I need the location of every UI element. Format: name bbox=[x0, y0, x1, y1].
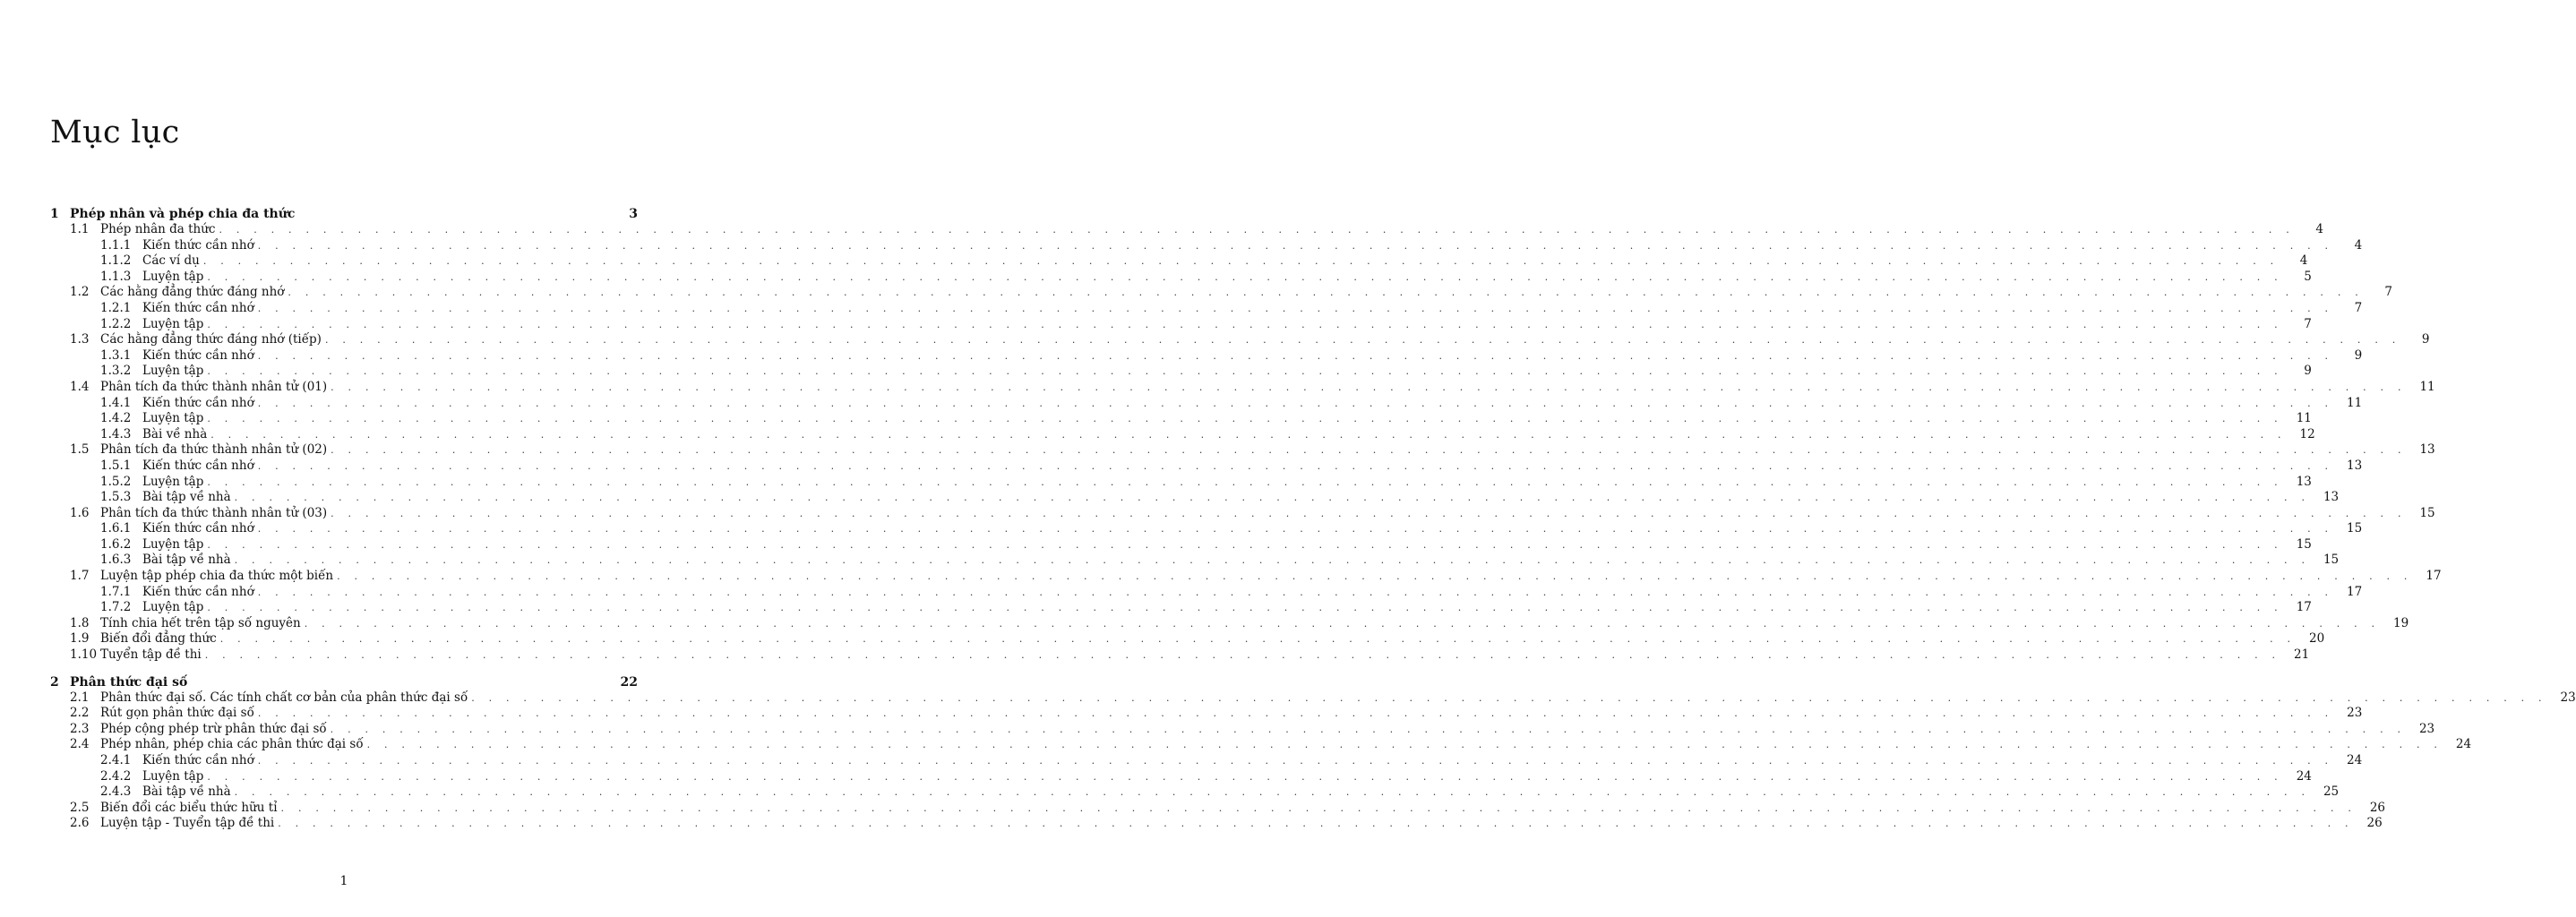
dot-leader: . . . . . . . . . . . . . . . . . . . . . . . . . . . . . . . . . . . . . . . . . . . . . . . . . . . . . . . . . . . . . . . . . . . . . . . . . . . . . . . . . . . . . . . . . . . . . . . . . . . . . . . . . . . . . . . . . . . . . . . . bbox=[288, 287, 2364, 299]
toc-subsection[interactable] bbox=[50, 237, 2363, 254]
entry-title: Luyện tập bbox=[142, 316, 204, 331]
entry-number: 2.3 bbox=[70, 721, 90, 736]
toc-section[interactable] bbox=[50, 332, 2430, 348]
entry-title: Bài về nhà bbox=[142, 426, 208, 441]
dot-leader: . . . . . . . . . . . . . . . . . . . . . . . . . . . . . . . . . . . . . . . . . . . . . . . . . . . . . . . . . . . . . . . . . . . . . . . . . . . . . . . . . . . . . . . . . . . . . . . . . . . . . . . . . . . . . . . . . . . . . . . . bbox=[257, 586, 2334, 598]
entry-number: 1.3 bbox=[70, 332, 90, 347]
entry-number: 1.5.2 bbox=[100, 474, 132, 489]
dot-leader: . . . . . . . . . . . . . . . . . . . . . . . . . . . . . . . . . . . . . . . . . . . . . . . . . . . . . . . . . . . . . . . . . . . . . . . . . . . . . . . . . . . . . . . . . . . . . . . . . . . . . . . . . . . . . . . . . . . . . . . . bbox=[324, 334, 2401, 347]
dot-leader: . . . . . . . . . . . . . . . . . . . . . . . . . . . . . . . . . . . . . . . . . . . . . . . . . . . . . . . . . . . . . . . . . . . . . . . . . . . . . . . . . . . . . . . . . . . . . . . . . . . . . . . . . . . . . . . . . . . . . . . . bbox=[304, 617, 2381, 630]
entry-title: Các hằng đẳng thức đáng nhớ (tiếp) bbox=[100, 332, 322, 347]
entry-page: 9 bbox=[2421, 332, 2430, 347]
dot-leader: . . . . . . . . . . . . . . . . . . . . . . . . . . . . . . . . . . . . . . . . . . . . . . . . . . . . . . . . . . . . . . . . . . . . . . . . . . . . . . . . . . . . . . . . . . . . . . . . . . . . . . . . . . . . . . . . . . . . . . . . bbox=[207, 413, 2283, 425]
toc-section[interactable] bbox=[50, 816, 2383, 832]
entry-page: 23 bbox=[2418, 721, 2435, 736]
entry-number: 1.4.2 bbox=[100, 411, 132, 426]
entry-page: 7 bbox=[2304, 316, 2312, 331]
page-title: Mục lục bbox=[50, 115, 180, 150]
entry-number: 1.5 bbox=[70, 442, 90, 458]
toc-chapter[interactable] bbox=[50, 674, 638, 690]
dot-leader: . . . . . . . . . . . . . . . . . . . . . . . . . . . . . . . . . . . . . . . . . . . . . . . . . . . . . . . . . . . . . . . . . . . . . . . . . . . . . . . . . . . . . . . . . . . . . . . . . . . . . . . . . . . . . . . . . . . . . . . . bbox=[280, 801, 2357, 814]
entry-page: 26 bbox=[2369, 800, 2386, 815]
chapter-number: 2 bbox=[50, 674, 59, 690]
dot-leader: . . . . . . . . . . . . . . . . . . . . . . . . . . . . . . . . . . . . . . . . . . . . . . . . . . . . . . . . . . . . . . . . . . . . . . . . . . . . . . . . . . . . . . . . . . . . . . . . . . . . . . . . . . . . . . . . . . . . . . . . bbox=[337, 570, 2413, 583]
entry-page: 9 bbox=[2354, 347, 2363, 363]
toc-section[interactable] bbox=[50, 442, 2435, 458]
dot-leader: . . . . . . . . . . . . . . . . . . . . . . . . . . . . . . . . . . . . . . . . . . . . . . . . . . . . . . . . . . . . . . . . . . . . . . . . . . . . . . . . . . . . . . . . . . . . . . . . . . . . . . . . . . . . . . . . . . . . . . . . bbox=[278, 818, 2354, 830]
entry-title: Luyện tập bbox=[142, 411, 204, 426]
toc-subsection[interactable] bbox=[50, 426, 2315, 443]
entry-title: Tuyển tập đề thi bbox=[100, 647, 202, 663]
entry-title: Kiến thức cần nhớ bbox=[142, 521, 254, 536]
entry-page: 23 bbox=[2560, 690, 2576, 705]
entry-number: 1.6 bbox=[70, 505, 90, 520]
entry-number: 1.1.1 bbox=[100, 237, 132, 253]
entry-page: 4 bbox=[2315, 222, 2323, 236]
entry-page: 13 bbox=[2323, 490, 2340, 505]
dot-leader: . . . . . . . . . . . . . . . . . . . . . . . . . . . . . . . . . . . . . . . . . . . . . . . . . . . . . . . . . . . . . . . . . . . . . . . . . . . . . . . . . . . . . . . . . . . . . . . . . . . . . . . . . . . . . . . . . . . . . . . . bbox=[471, 691, 2547, 704]
toc-subsection[interactable] bbox=[50, 316, 2312, 333]
entry-number: 1.1 bbox=[70, 222, 90, 236]
entry-title: Kiến thức cần nhớ bbox=[142, 300, 254, 315]
entry-title: Biến đổi đẳng thức bbox=[100, 631, 217, 647]
toc-section[interactable] bbox=[50, 737, 2472, 753]
dot-leader: . . . . . . . . . . . . . . . . . . . . . . . . . . . . . . . . . . . . . . . . . . . . . . . . . . . . . . . . . . . . . . . . . . . . . . . . . . . . . . . . . . . . . . . . . . . . . . . . . . . . . . . . . . . . . . . . . . . . . . . . bbox=[331, 507, 2407, 519]
entry-title: Luyện tập bbox=[142, 364, 204, 379]
toc-section[interactable] bbox=[50, 379, 2435, 396]
toc-subsection[interactable] bbox=[50, 347, 2363, 364]
dot-leader: . . . . . . . . . . . . . . . . . . . . . . . . . . . . . . . . . . . . . . . . . . . . . . . . . . . . . . . . . . . . . . . . . . . . . . . . . . . . . . . . . . . . . . . . . . . . . . . . . . . . . . . . . . . . . . . . . . . . . . . . bbox=[219, 224, 2295, 236]
entry-page: 11 bbox=[2296, 411, 2312, 426]
entry-number: 1.4.3 bbox=[100, 426, 132, 441]
entry-title: Các hằng đẳng thức đáng nhớ bbox=[100, 285, 285, 300]
entry-title: Phép nhân, phép chia các phân thức đại số bbox=[100, 737, 364, 752]
toc-subsection[interactable] bbox=[50, 253, 2308, 270]
entry-title: Luyện tập bbox=[142, 269, 204, 284]
entry-number: 1.1.2 bbox=[100, 253, 132, 269]
dot-leader: . . . . . . . . . . . . . . . . . . . . . . . . . . . . . . . . . . . . . . . . . . . . . . . . . . . . . . . . . . . . . . . . . . . . . . . . . . . . . . . . . . . . . . . . . . . . . . . . . . . . . . . . . . . . . . . . . . . . . . . . bbox=[234, 786, 2311, 799]
toc-subsection[interactable] bbox=[50, 521, 2363, 537]
toc-section[interactable] bbox=[50, 615, 2409, 632]
entry-page: 20 bbox=[2309, 631, 2325, 647]
entry-number: 1.1.3 bbox=[100, 269, 132, 284]
entry-page: 21 bbox=[2294, 647, 2310, 663]
entry-title: Kiến thức cần nhớ bbox=[142, 753, 254, 767]
entry-title: Phân tích đa thức thành nhân tử (03) bbox=[100, 505, 328, 520]
entry-number: 1.4.1 bbox=[100, 395, 132, 410]
entry-page: 5 bbox=[2304, 269, 2312, 284]
entry-title: Kiến thức cần nhớ bbox=[142, 584, 254, 599]
entry-number: 1.6.3 bbox=[100, 553, 132, 568]
dot-leader: . . . . . . . . . . . . . . . . . . . . . . . . . . . . . . . . . . . . . . . . . . . . . . . . . . . . . . . . . . . . . . . . . . . . . . . . . . . . . . . . . . . . . . . . . . . . . . . . . . . . . . . . . . . . . . . . . . . . . . . . bbox=[257, 302, 2334, 314]
entry-number: 1.3.1 bbox=[100, 347, 132, 363]
entry-number: 1.5.3 bbox=[100, 490, 132, 505]
dot-leader: . . . . . . . . . . . . . . . . . . . . . . . . . . . . . . . . . . . . . . . . . . . . . . . . . . . . . . . . . . . . . . . . . . . . . . . . . . . . . . . . . . . . . . . . . . . . . . . . . . . . . . . . . . . . . . . . . . . . . . . . bbox=[234, 554, 2311, 567]
toc-section[interactable] bbox=[50, 569, 2442, 585]
toc-subsection[interactable] bbox=[50, 784, 2340, 801]
dot-leader: . . . . . . . . . . . . . . . . . . . . . . . . . . . . . . . . . . . . . . . . . . . . . . . . . . . . . . . . . . . . . . . . . . . . . . . . . . . . . . . . . . . . . . . . . . . . . . . . . . . . . . . . . . . . . . . . . . . . . . . . bbox=[207, 476, 2283, 488]
entry-page: 13 bbox=[2347, 458, 2363, 473]
entry-page: 17 bbox=[2426, 569, 2442, 584]
entry-number: 1.5.1 bbox=[100, 458, 132, 473]
entry-title: Bài tập về nhà bbox=[142, 784, 231, 800]
toc-section[interactable] bbox=[50, 505, 2435, 522]
entry-number: 1.8 bbox=[70, 615, 90, 630]
entry-page: 4 bbox=[2354, 237, 2363, 253]
dot-leader: . . . . . . . . . . . . . . . . . . . . . . . . . . . . . . . . . . . . . . . . . . . . . . . . . . . . . . . . . . . . . . . . . . . . . . . . . . . . . . . . . . . . . . . . . . . . . . . . . . . . . . . . . . . . . . . . . . . . . . . . bbox=[234, 492, 2311, 504]
chapter-title: Phân thức đại số bbox=[70, 674, 188, 690]
toc-subsection[interactable] bbox=[50, 553, 2340, 569]
entry-title: Luyện tập bbox=[142, 536, 204, 552]
dot-leader: . . . . . . . . . . . . . . . . . . . . . . . . . . . . . . . . . . . . . . . . . . . . . . . . . . . . . . . . . . . . . . . . . . . . . . . . . . . . . . . . . . . . . . . . . . . . . . . . . . . . . . . . . . . . . . . . . . . . . . . . bbox=[257, 349, 2334, 362]
toc-section[interactable] bbox=[50, 647, 2310, 664]
dot-leader: . . . . . . . . . . . . . . . . . . . . . . . . . . . . . . . . . . . . . . . . . . . . . . . . . . . . . . . . . . . . . . . . . . . . . . . . . . . . . . . . . . . . . . . . . . . . . . . . . . . . . . . . . . . . . . . . . . . . . . . . bbox=[331, 444, 2407, 457]
entry-title: Kiến thức cần nhớ bbox=[142, 395, 254, 410]
chapter-page: 22 bbox=[620, 674, 638, 690]
entry-title: Bài tập về nhà bbox=[142, 490, 231, 505]
dot-leader: . . . . . . . . . . . . . . . . . . . . . . . . . . . . . . . . . . . . . . . . . . . . . . . . . . . . . . . . . . . . . . . . . . . . . . . . . . . . . . . . . . . . . . . . . . . . . . . . . . . . . . . . . . . . . . . . . . . . . . . . bbox=[207, 770, 2283, 783]
entry-number: 2.4.1 bbox=[100, 753, 132, 767]
entry-title: Bài tập về nhà bbox=[142, 553, 231, 568]
entry-number: 1.7.1 bbox=[100, 584, 132, 599]
entry-number: 1.6.2 bbox=[100, 536, 132, 552]
dot-leader: . . . . . . . . . . . . . . . . . . . . . . . . . . . . . . . . . . . . . . . . . . . . . . . . . . . . . . . . . . . . . . . . . . . . . . . . . . . . . . . . . . . . . . . . . . . . . . . . . . . . . . . . . . . . . . . . . . . . . . . . bbox=[330, 723, 2407, 735]
dot-leader: . . . . . . . . . . . . . . . . . . . . . . . . . . . . . . . . . . . . . . . . . . . . . . . . . . . . . . . . . . . . . . . . . . . . . . . . . . . . . . . . . . . . . . . . . . . . . . . . . . . . . . . . . . . . . . . . . . . . . . . . bbox=[257, 459, 2334, 472]
toc-subsection[interactable] bbox=[50, 490, 2340, 506]
entry-title: Phép nhân đa thức bbox=[100, 222, 216, 236]
entry-number: 1.10 bbox=[70, 647, 98, 663]
entry-number: 1.4 bbox=[70, 379, 90, 394]
entry-title: Kiến thức cần nhớ bbox=[142, 458, 254, 473]
entry-page: 19 bbox=[2393, 615, 2409, 630]
entry-page: 17 bbox=[2296, 600, 2312, 615]
entry-page: 25 bbox=[2323, 784, 2340, 800]
toc-section[interactable] bbox=[50, 800, 2386, 817]
toc-section[interactable] bbox=[50, 222, 2323, 238]
toc-subsection[interactable] bbox=[50, 474, 2312, 491]
entry-page: 9 bbox=[2304, 364, 2312, 379]
dot-leader: . . . . . . . . . . . . . . . . . . . . . . . . . . . . . . . . . . . . . . . . . . . . . . . . . . . . . . . . . . . . . . . . . . . . . . . . . . . . . . . . . . . . . . . . . . . . . . . . . . . . . . . . . . . . . . . . . . . . . . . . bbox=[207, 270, 2283, 283]
chapter-title: Phép nhân và phép chia đa thức bbox=[70, 207, 296, 221]
entry-number: 1.6.1 bbox=[100, 521, 132, 536]
entry-title: Biến đổi các biểu thức hữu tỉ bbox=[100, 800, 278, 815]
toc-section[interactable] bbox=[50, 631, 2325, 647]
entry-number: 2.1 bbox=[70, 690, 90, 705]
entry-title: Tính chia hết trên tập số nguyên bbox=[100, 615, 301, 630]
entry-page: 7 bbox=[2384, 285, 2392, 300]
entry-number: 2.4.3 bbox=[100, 784, 132, 800]
dot-leader: . . . . . . . . . . . . . . . . . . . . . . . . . . . . . . . . . . . . . . . . . . . . . . . . . . . . . . . . . . . . . . . . . . . . . . . . . . . . . . . . . . . . . . . . . . . . . . . . . . . . . . . . . . . . . . . . . . . . . . . . bbox=[204, 649, 2281, 662]
entry-title: Phân tích đa thức thành nhân tử (01) bbox=[100, 379, 328, 394]
entry-page: 15 bbox=[2347, 521, 2363, 536]
entry-page: 11 bbox=[2419, 379, 2435, 394]
entry-page: 26 bbox=[2366, 816, 2383, 831]
toc-subsection[interactable] bbox=[50, 395, 2363, 412]
entry-title: Phân tích đa thức thành nhân tử (02) bbox=[100, 442, 328, 458]
entry-number: 2.2 bbox=[70, 706, 90, 721]
entry-title: Các ví dụ bbox=[142, 253, 200, 269]
toc-section[interactable] bbox=[50, 721, 2435, 738]
entry-number: 1.2.1 bbox=[100, 300, 132, 315]
entry-title: Luyện tập bbox=[142, 768, 204, 784]
entry-number: 2.6 bbox=[70, 816, 90, 831]
entry-number: 2.4 bbox=[70, 737, 90, 752]
entry-page: 7 bbox=[2354, 300, 2363, 315]
dot-leader: . . . . . . . . . . . . . . . . . . . . . . . . . . . . . . . . . . . . . . . . . . . . . . . . . . . . . . . . . . . . . . . . . . . . . . . . . . . . . . . . . . . . . . . . . . . . . . . . . . . . . . . . . . . . . . . . . . . . . . . . bbox=[331, 381, 2407, 393]
toc-section[interactable] bbox=[50, 706, 2363, 722]
entry-title: Phân thức đại số. Các tính chất cơ bản của phân thức đại số bbox=[100, 690, 468, 705]
table-of-contents bbox=[50, 206, 2576, 832]
entry-page: 13 bbox=[2296, 474, 2312, 489]
toc-subsection[interactable] bbox=[50, 269, 2312, 286]
dot-leader: . . . . . . . . . . . . . . . . . . . . . . . . . . . . . . . . . . . . . . . . . . . . . . . . . . . . . . . . . . . . . . . . . . . . . . . . . . . . . . . . . . . . . . . . . . . . . . . . . . . . . . . . . . . . . . . . . . . . . . . . bbox=[257, 397, 2334, 409]
entry-page: 24 bbox=[2296, 768, 2312, 784]
entry-number: 1.7 bbox=[70, 569, 90, 584]
entry-page: 24 bbox=[2347, 753, 2363, 767]
toc-section[interactable] bbox=[50, 690, 2576, 707]
dot-leader: . . . . . . . . . . . . . . . . . . . . . . . . . . . . . . . . . . . . . . . . . . . . . . . . . . . . . . . . . . . . . . . . . . . . . . . . . . . . . . . . . . . . . . . . . . . . . . . . . . . . . . . . . . . . . . . . . . . . . . . . bbox=[202, 255, 2280, 268]
dot-leader: . . . . . . . . . . . . . . . . . . . . . . . . . . . . . . . . . . . . . . . . . . . . . . . . . . . . . . . . . . . . . . . . . . . . . . . . . . . . . . . . . . . . . . . . . . . . . . . . . . . . . . . . . . . . . . . . . . . . . . . . bbox=[257, 523, 2334, 536]
dot-leader: . . . . . . . . . . . . . . . . . . . . . . . . . . . . . . . . . . . . . . . . . . . . . . . . . . . . . . . . . . . . . . . . . . . . . . . . . . . . . . . . . . . . . . . . . . . . . . . . . . . . . . . . . . . . . . . . . . . . . . . . bbox=[257, 755, 2334, 767]
entry-page: 15 bbox=[2296, 536, 2312, 552]
toc-subsection[interactable] bbox=[50, 458, 2363, 475]
dot-leader: . . . . . . . . . . . . . . . . . . . . . . . . . . . . . . . . . . . . . . . . . . . . . . . . . . . . . . . . . . . . . . . . . . . . . . . . . . . . . . . . . . . . . . . . . . . . . . . . . . . . . . . . . . . . . . . . . . . . . . . . bbox=[207, 602, 2283, 614]
toc-chapter[interactable] bbox=[50, 206, 638, 222]
chapter-number: 1 bbox=[50, 207, 59, 221]
entry-page: 24 bbox=[2455, 737, 2472, 752]
entry-number: 1.7.2 bbox=[100, 600, 132, 615]
entry-number: 1.2.2 bbox=[100, 316, 132, 331]
dot-leader: . . . . . . . . . . . . . . . . . . . . . . . . . . . . . . . . . . . . . . . . . . . . . . . . . . . . . . . . . . . . . . . . . . . . . . . . . . . . . . . . . . . . . . . . . . . . . . . . . . . . . . . . . . . . . . . . . . . . . . . . bbox=[207, 365, 2283, 378]
toc-section[interactable] bbox=[50, 285, 2392, 301]
entry-title: Luyện tập bbox=[142, 600, 204, 615]
page-number: 1 bbox=[339, 874, 348, 888]
dot-leader: . . . . . . . . . . . . . . . . . . . . . . . . . . . . . . . . . . . . . . . . . . . . . . . . . . . . . . . . . . . . . . . . . . . . . . . . . . . . . . . . . . . . . . . . . . . . . . . . . . . . . . . . . . . . . . . . . . . . . . . . bbox=[207, 318, 2283, 330]
entry-number: 1.9 bbox=[70, 631, 90, 647]
entry-page: 12 bbox=[2299, 426, 2315, 441]
entry-title: Luyện tập phép chia đa thức một biến bbox=[100, 569, 334, 584]
entry-page: 23 bbox=[2347, 706, 2363, 721]
entry-page: 4 bbox=[2299, 253, 2308, 269]
entry-title: Rút gọn phân thức đại số bbox=[100, 706, 254, 721]
toc-subsection[interactable] bbox=[50, 753, 2363, 769]
toc-subsection[interactable] bbox=[50, 300, 2363, 317]
entry-page: 15 bbox=[2419, 505, 2435, 520]
entry-title: Luyện tập - Tuyển tập đề thi bbox=[100, 816, 275, 831]
entry-number: 1.2 bbox=[70, 285, 90, 300]
toc-subsection[interactable] bbox=[50, 768, 2312, 785]
dot-leader: . . . . . . . . . . . . . . . . . . . . . . . . . . . . . . . . . . . . . . . . . . . . . . . . . . . . . . . . . . . . . . . . . . . . . . . . . . . . . . . . . . . . . . . . . . . . . . . . . . . . . . . . . . . . . . . . . . . . . . . . bbox=[257, 239, 2334, 252]
dot-leader: . . . . . . . . . . . . . . . . . . . . . . . . . . . . . . . . . . . . . . . . . . . . . . . . . . . . . . . . . . . . . . . . . . . . . . . . . . . . . . . . . . . . . . . . . . . . . . . . . . . . . . . . . . . . . . . . . . . . . . . . bbox=[207, 538, 2283, 551]
dot-leader: . . . . . . . . . . . . . . . . . . . . . . . . . . . . . . . . . . . . . . . . . . . . . . . . . . . . . . . . . . . . . . . . . . . . . . . . . . . . . . . . . . . . . . . . . . . . . . . . . . . . . . . . . . . . . . . . . . . . . . . . bbox=[219, 633, 2297, 646]
chapter-page: 3 bbox=[629, 207, 638, 221]
dot-leader: . . . . . . . . . . . . . . . . . . . . . . . . . . . . . . . . . . . . . . . . . . . . . . . . . . . . . . . . . . . . . . . . . . . . . . . . . . . . . . . . . . . . . . . . . . . . . . . . . . . . . . . . . . . . . . . . . . . . . . . . bbox=[257, 707, 2334, 720]
entry-page: 17 bbox=[2347, 584, 2363, 599]
toc-subsection[interactable] bbox=[50, 600, 2312, 616]
toc-subsection[interactable] bbox=[50, 411, 2312, 427]
toc-subsection[interactable] bbox=[50, 536, 2312, 553]
toc-subsection[interactable] bbox=[50, 584, 2363, 601]
entry-page: 13 bbox=[2419, 442, 2435, 458]
entry-number: 1.3.2 bbox=[100, 364, 132, 379]
entry-number: 2.4.2 bbox=[100, 768, 132, 784]
dot-leader: . . . . . . . . . . . . . . . . . . . . . . . . . . . . . . . . . . . . . . . . . . . . . . . . . . . . . . . . . . . . . . . . . . . . . . . . . . . . . . . . . . . . . . . . . . . . . . . . . . . . . . . . . . . . . . . . . . . . . . . . bbox=[210, 428, 2287, 441]
toc-subsection[interactable] bbox=[50, 364, 2312, 380]
entry-number: 2.5 bbox=[70, 800, 90, 815]
entry-page: 15 bbox=[2323, 553, 2340, 568]
entry-title: Kiến thức cần nhớ bbox=[142, 347, 254, 363]
entry-page: 11 bbox=[2347, 395, 2363, 410]
entry-title: Phép cộng phép trừ phân thức đại số bbox=[100, 721, 327, 736]
dot-leader: . . . . . . . . . . . . . . . . . . . . . . . . . . . . . . . . . . . . . . . . . . . . . . . . . . . . . . . . . . . . . . . . . . . . . . . . . . . . . . . . . . . . . . . . . . . . . . . . . . . . . . . . . . . . . . . . . . . . . . . . bbox=[366, 739, 2443, 751]
entry-title: Luyện tập bbox=[142, 474, 204, 489]
entry-title: Kiến thức cần nhớ bbox=[142, 237, 254, 253]
